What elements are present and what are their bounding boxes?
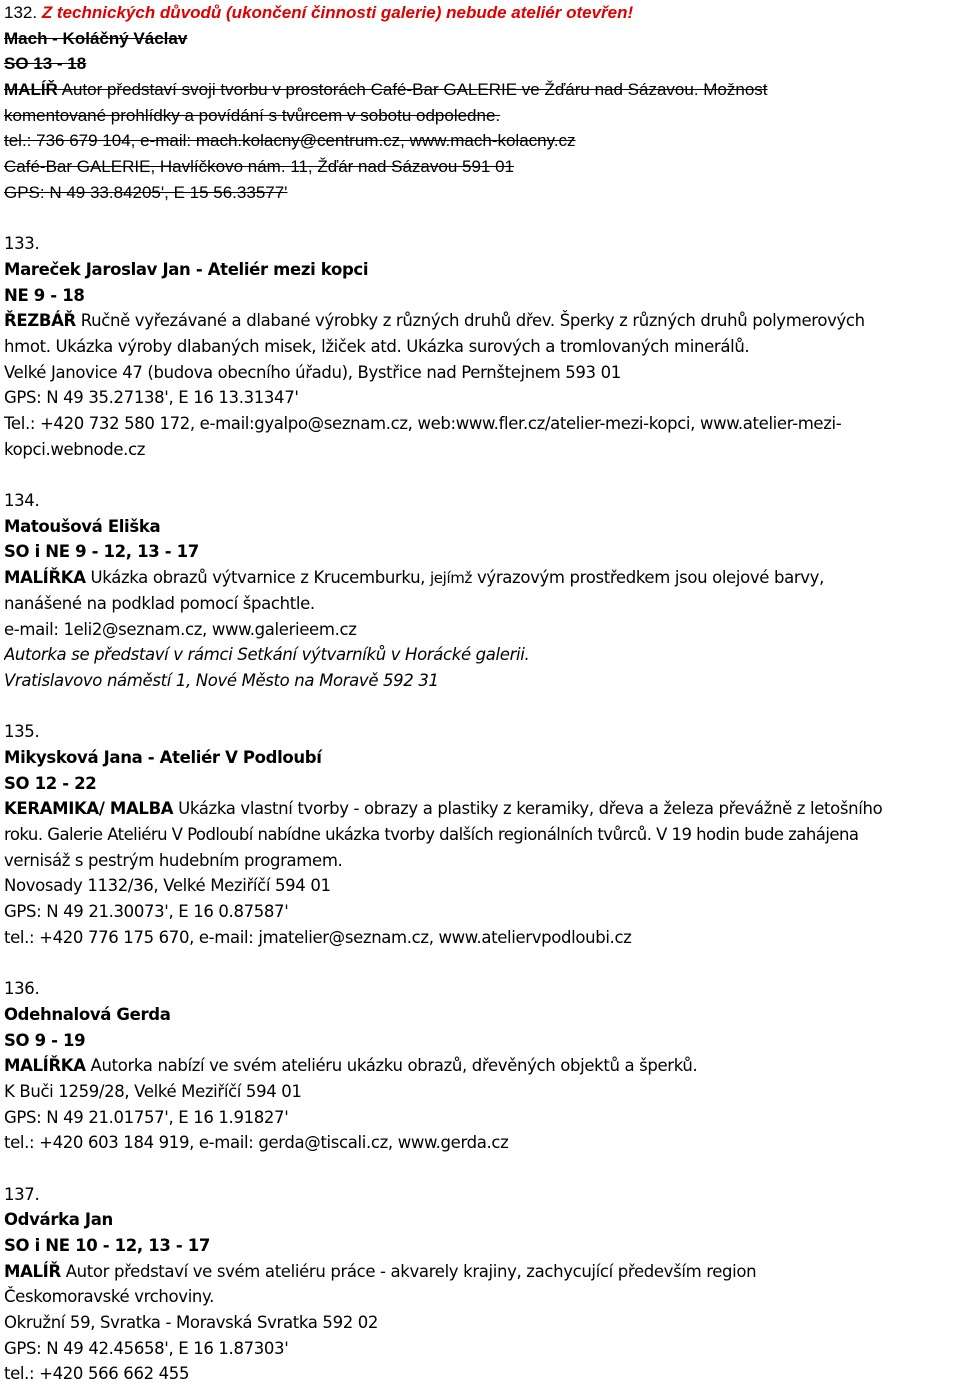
description-line bbox=[4, 1053, 958, 1079]
entry-132 bbox=[4, 0, 958, 206]
craft-label: MALÍŘKA bbox=[4, 1056, 86, 1076]
entry-number: 134. bbox=[4, 491, 40, 511]
description-text: Ukázka obrazů výtvarnice z Krucemburku, bbox=[85, 568, 430, 588]
description-line bbox=[4, 1259, 958, 1285]
contact-line: tel.: +420 776 175 670, e-mail: jmatelier@seznam.cz, www.ateliervpodloubi.cz bbox=[4, 927, 632, 947]
address-line: Café-Bar GALERIE, Havlíčkovo nám. 11, Žďár nad Sázavou 591 01 bbox=[4, 157, 514, 177]
description-line bbox=[4, 77, 958, 103]
gps-line: GPS: N 49 21.01757', E 16 1.91827' bbox=[4, 1107, 289, 1127]
gps-line: GPS: N 49 35.27138', E 16 13.31347' bbox=[4, 388, 299, 408]
entry-number: 135. bbox=[4, 722, 40, 742]
opening-hours: SO 9 - 19 bbox=[4, 1030, 86, 1050]
description-text: jejímž bbox=[429, 569, 473, 588]
artist-name: Mach - Koláčný Václav bbox=[4, 28, 188, 48]
contact-line: tel.: 736 679 104, e-mail: mach.kolacny@centrum.cz, www.mach-kolacny.cz bbox=[4, 131, 576, 151]
entry-number: 136. bbox=[4, 979, 40, 999]
craft-label: MALÍŘ bbox=[4, 80, 58, 100]
artist-name: Mikysková Jana - Ateliér V Podloubí bbox=[4, 747, 322, 767]
description-text: Autor představí svoji tvorbu v prostorách Café-Bar GALERIE ve Žďáru nad Sázavou. Možnost bbox=[61, 80, 768, 100]
entry-133 bbox=[4, 231, 958, 462]
entry-heading bbox=[4, 0, 958, 26]
artist-name: Matoušová Eliška bbox=[4, 516, 161, 536]
description-text: Ručně vyřezávané a dlabané výrobky z různých druhů dřev. Šperky z různých druhů polymerových bbox=[75, 311, 865, 331]
description-line bbox=[4, 308, 958, 334]
address-line: Okružní 59, Svratka - Moravská Svratka 592 02 bbox=[4, 1313, 379, 1333]
description-text: Ukázka vlastní tvorby - obrazy a plastiky z keramiky, dřeva a železa převážně z letošního bbox=[173, 799, 883, 819]
opening-hours: SO i NE 9 - 12, 13 - 17 bbox=[4, 542, 199, 562]
description-line bbox=[4, 796, 958, 822]
artist-name: Odehnalová Gerda bbox=[4, 1004, 171, 1024]
description-line: vernisáž s pestrým hudebním programem. bbox=[4, 850, 343, 870]
address-line: Vratislavovo náměstí 1, Nové Město na Moravě 592 31 bbox=[4, 670, 439, 690]
gps-line: GPS: N 49 33.84205', E 15 56.33577' bbox=[4, 182, 288, 202]
description-line: nanášené na podklad pomocí špachtle. bbox=[4, 593, 315, 613]
description-text: Autor představí ve svém ateliéru práce - akvarely krajiny, zachycující především region bbox=[60, 1261, 757, 1281]
craft-label: KERAMIKA/ MALBA bbox=[4, 799, 174, 819]
address-line: K Buči 1259/28, Velké Meziříčí 594 01 bbox=[4, 1081, 302, 1101]
contact-line: e-mail: 1eli2@seznam.cz, www.galerieem.cz bbox=[4, 619, 357, 639]
opening-hours: NE 9 - 18 bbox=[4, 285, 85, 305]
document-page bbox=[4, 0, 958, 1387]
description-line: roku. Galerie Ateliéru V Podloubí nabídne ukázka tvorby dalších regionálních tvůrců. V 19 hodin bude zahájena bbox=[4, 825, 859, 844]
note-line: Autorka se představí v rámci Setkání výtvarníků v Horácké galerii. bbox=[4, 645, 530, 665]
craft-label: ŘEZBÁŘ bbox=[4, 311, 76, 331]
craft-label: MALÍŘKA bbox=[4, 568, 86, 588]
entry-number: 132. bbox=[4, 3, 38, 22]
entry-135 bbox=[4, 719, 958, 950]
address-line: Velké Janovice 47 (budova obecního úřadu), Bystřice nad Pernštejnem 593 01 bbox=[4, 362, 621, 382]
entry-number: 137. bbox=[4, 1184, 40, 1204]
description-text: výrazovým prostředkem jsou olejové barvy, bbox=[472, 568, 824, 588]
contact-line: Tel.: +420 732 580 172, e-mail:gyalpo@seznam.cz, web:www.fler.cz/atelier-mezi-kopci, www.atelier-mezi- bbox=[4, 414, 842, 433]
description-text: Autorka nabízí ve svém ateliéru ukázku obrazů, dřevěných objektů a šperků. bbox=[85, 1056, 698, 1076]
craft-label: MALÍŘ bbox=[4, 1261, 61, 1281]
description-line: Českomoravské vrchoviny. bbox=[4, 1287, 214, 1307]
artist-name: Odvárka Jan bbox=[4, 1210, 113, 1230]
gps-line: GPS: N 49 42.45658', E 16 1.87303' bbox=[4, 1338, 289, 1358]
gps-line: GPS: N 49 21.30073', E 16 0.87587' bbox=[4, 902, 289, 922]
opening-hours: SO i NE 10 - 12, 13 - 17 bbox=[4, 1236, 211, 1255]
description-line: komentované prohlídky a povídání s tvůrcem v sobotu odpoledne. bbox=[4, 105, 501, 125]
contact-line: kopci.webnode.cz bbox=[4, 439, 146, 459]
contact-line: tel.: +420 566 662 455 bbox=[4, 1364, 190, 1384]
artist-name: Mareček Jaroslav Jan - Ateliér mezi kopci bbox=[4, 259, 369, 279]
entry-134 bbox=[4, 488, 958, 694]
contact-line: tel.: +420 603 184 919, e-mail: gerda@tiscali.cz, www.gerda.cz bbox=[4, 1133, 509, 1153]
closure-notice: Z technických důvodů (ukončení činnosti galerie) nebude ateliér otevřen! bbox=[41, 3, 634, 22]
description-line bbox=[4, 565, 958, 591]
opening-hours: SO 13 - 18 bbox=[4, 54, 87, 74]
entry-137 bbox=[4, 1182, 958, 1387]
opening-hours: SO 12 - 22 bbox=[4, 773, 97, 793]
entry-number: 133. bbox=[4, 234, 40, 254]
address-line: Novosady 1132/36, Velké Meziříčí 594 01 bbox=[4, 876, 331, 896]
entry-136 bbox=[4, 976, 958, 1156]
description-line: hmot. Ukázka výroby dlabaných misek, lžiček atd. Ukázka surových a tromlovaných minerálů. bbox=[4, 336, 750, 356]
